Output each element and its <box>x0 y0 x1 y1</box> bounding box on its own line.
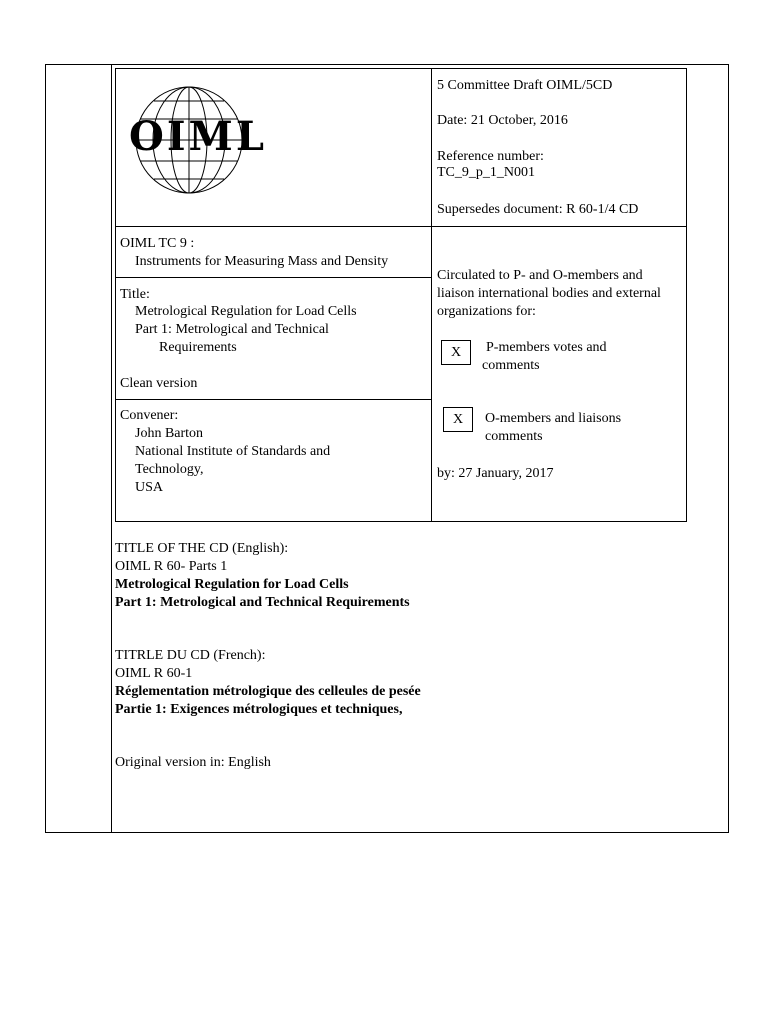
left-margin-divider <box>111 64 112 833</box>
convener-org-line-2: Technology, <box>135 462 204 477</box>
tc-name: Instruments for Measuring Mass and Density <box>135 254 389 269</box>
circulation-line-3: organizations for: <box>437 304 536 319</box>
supersedes-document: Supersedes document: R 60-1/4 CD <box>437 202 639 217</box>
french-reference: OIML R 60-1 <box>115 666 193 681</box>
convener-label: Convener: <box>120 408 179 423</box>
circulation-line-2: liaison international bodies and external <box>437 286 661 301</box>
title-row-divider <box>115 399 432 400</box>
tc-row-divider <box>115 277 432 278</box>
title-line-2: Part 1: Metrological and Technical <box>135 322 329 337</box>
o-members-option-line-1: O-members and liaisons <box>485 411 622 426</box>
french-title-line-1: Réglementation métrologique des celleules de pesée <box>115 684 421 699</box>
english-title-line-2: Part 1: Metrological and Technical Requirements <box>115 595 410 610</box>
p-members-option-line-2: comments <box>482 358 540 373</box>
document-date: Date: 21 October, 2016 <box>437 113 568 128</box>
convener-name: John Barton <box>135 426 204 441</box>
convener-org-line-1: National Institute of Standards and <box>135 444 331 459</box>
p-members-option-line-1: P-members votes and <box>486 340 607 355</box>
version-label: Clean version <box>120 376 198 391</box>
o-members-checkbox[interactable]: X <box>443 407 473 432</box>
original-version: Original version in: English <box>115 755 271 770</box>
french-title-heading: TITRLE DU CD (French): <box>115 648 266 663</box>
english-title-line-1: Metrological Regulation for Load Cells <box>115 577 349 592</box>
oiml-logo-text: OIML <box>129 113 267 160</box>
circulation-line-1: Circulated to P- and O-members and <box>437 268 643 283</box>
title-line-1: Metrological Regulation for Load Cells <box>135 304 357 319</box>
header-row-divider <box>115 226 687 227</box>
reference-number-value: TC_9_p_1_N001 <box>437 165 535 180</box>
english-reference: OIML R 60- Parts 1 <box>115 559 228 574</box>
english-title-heading: TITLE OF THE CD (English): <box>115 541 289 556</box>
title-line-3: Requirements <box>159 340 237 355</box>
french-title-line-2: Partie 1: Exigences métrologiques et techniques, <box>115 702 403 717</box>
p-members-checkbox[interactable]: X <box>441 340 471 365</box>
response-deadline: by: 27 January, 2017 <box>437 466 554 481</box>
o-members-option-line-2: comments <box>485 429 543 444</box>
column-divider <box>431 68 432 522</box>
title-label: Title: <box>120 287 150 302</box>
committee-draft-label: 5 Committee Draft OIML/5CD <box>437 78 613 93</box>
convener-country: USA <box>135 480 164 495</box>
reference-number-label: Reference number: <box>437 149 544 164</box>
tc-label: OIML TC 9 : <box>120 236 195 251</box>
